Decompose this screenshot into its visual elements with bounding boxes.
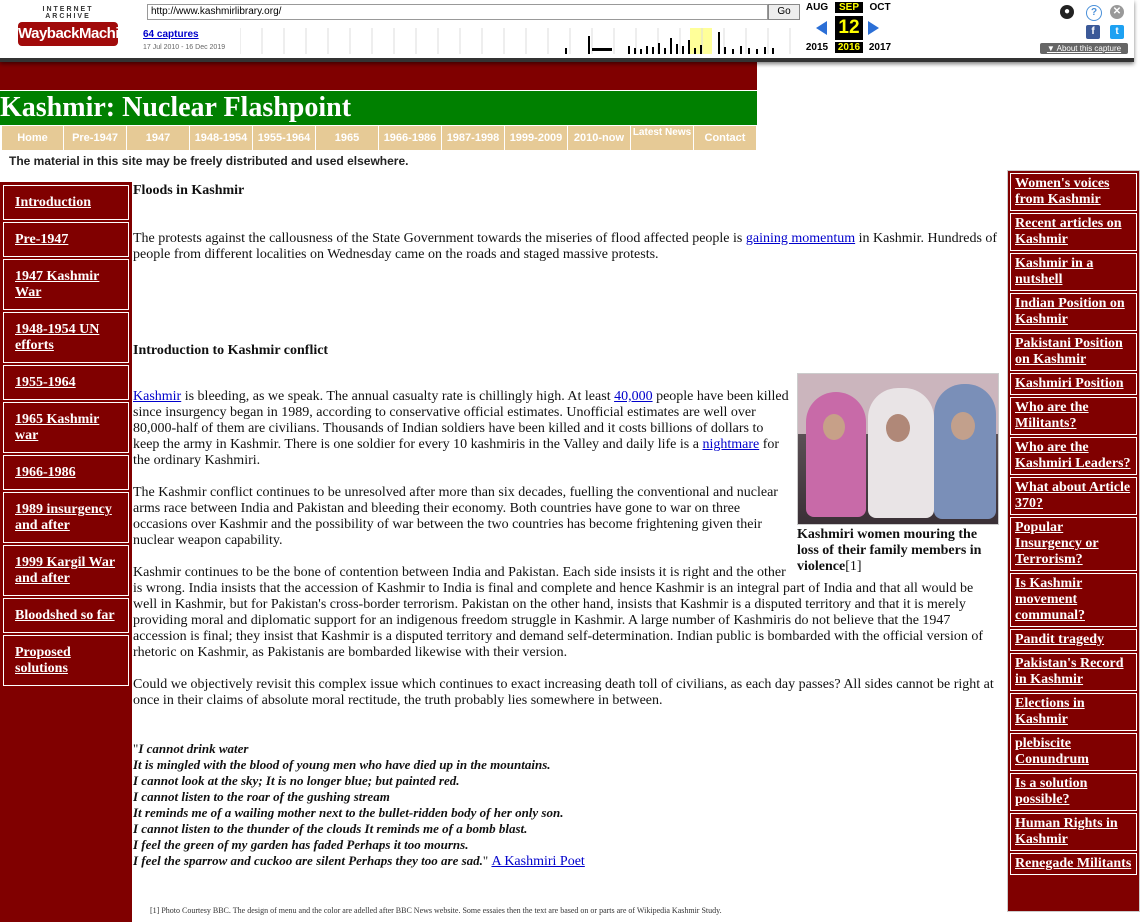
nav-1947[interactable]: 1947: [127, 126, 190, 150]
kashmiri-poet-link[interactable]: A Kashmiri Poet: [491, 854, 585, 869]
wayback-logo-main: WaybackMachine: [18, 22, 118, 46]
site-title: Kashmir: Nuclear Flashpoint: [0, 91, 757, 125]
intro-text-3: for the ordinary Kashmiri.: [133, 437, 780, 468]
top-nav: [2, 126, 757, 150]
poem-line: I feel the green of my garden has faded Perhaps it too mourns.: [133, 837, 469, 852]
right-menu-article-370[interactable]: What about Article 370?: [1010, 477, 1137, 515]
right-menu-pakistan-record[interactable]: Pakistan's Record in Kashmir: [1010, 653, 1137, 691]
left-menu-1955-1964[interactable]: 1955-1964: [3, 365, 129, 400]
nav-1948-1954[interactable]: 1948-1954: [190, 126, 253, 150]
photo-caption: [797, 527, 999, 575]
casualty-count-link[interactable]: 40,000: [614, 389, 653, 404]
nav-1955-1964[interactable]: 1955-1964: [253, 126, 316, 150]
nav-1966-1986[interactable]: 1966-1986: [379, 126, 442, 150]
right-menu-renegade-militants[interactable]: Renegade Militants: [1010, 853, 1137, 875]
right-menu-communal[interactable]: Is Kashmir movement communal?: [1010, 573, 1137, 627]
photo-caption-text: Kashmiri women mouring the loss of their family members in violence: [797, 527, 982, 574]
left-menu-1966-1986[interactable]: 1966-1986: [3, 455, 129, 490]
left-sidebar: [0, 182, 132, 922]
wayback-next-arrow-icon[interactable]: [868, 21, 879, 35]
wayback-twitter-icon[interactable]: t: [1110, 25, 1124, 39]
wayback-month-current: SEP: [835, 2, 863, 13]
left-menu-1948-1954[interactable]: 1948-1954 UN efforts: [3, 312, 129, 363]
wayback-logo[interactable]: [18, 6, 136, 46]
wayback-logo-top: INTERNET ARCHIVE: [42, 6, 94, 20]
nav-latest-news[interactable]: Latest News: [631, 126, 694, 150]
wayback-go-button[interactable]: Go: [768, 4, 800, 20]
wayback-prev-arrow-icon[interactable]: [816, 21, 827, 35]
floods-text-2: in Kashmir. Hundreds of people from different localities on Wednesday came on the roads and staged massive protests.: [133, 231, 998, 262]
photo-footnote: [1] Photo Courtesy BBC. The design of menu and the color are adelled after BBC News website. Some essaies then the text are based on or parts are of Wikipedia Kashmir Study.: [150, 906, 722, 915]
left-menu-1989-insurgency[interactable]: 1989 insurgency and after: [3, 492, 129, 543]
floods-heading: Floods in Kashmir: [133, 183, 245, 198]
wayback-url-input[interactable]: http://www.kashmirlibrary.org/: [147, 4, 768, 20]
right-menu-recent-articles[interactable]: Recent articles on Kashmir: [1010, 213, 1137, 251]
right-menu-plebiscite[interactable]: plebiscite Conundrum: [1010, 733, 1137, 771]
wayback-close-icon[interactable]: ✕: [1110, 5, 1124, 19]
distribution-notice: The material in this site may be freely distributed and used elsewhere.: [9, 154, 409, 168]
poem-line: It reminds me of a wailing mother next to the bullet-ridden body of her only son.: [133, 805, 564, 820]
right-menu-militants[interactable]: Who are the Militants?: [1010, 397, 1137, 435]
right-menu-indian-position[interactable]: Indian Position on Kashmir: [1010, 293, 1137, 331]
nav-home[interactable]: Home: [2, 126, 64, 150]
wayback-day: 12: [835, 16, 863, 40]
wayback-captures-link[interactable]: 64 captures: [143, 29, 199, 40]
wayback-about-capture-button[interactable]: ▼ About this capture: [1040, 43, 1128, 54]
poem: [133, 741, 999, 870]
left-menu-1947-war[interactable]: 1947 Kashmir War: [3, 259, 129, 310]
nav-1999-2009[interactable]: 1999-2009: [505, 126, 568, 150]
wayback-toolbar: [0, 0, 1134, 62]
right-menu-kashmiri-position[interactable]: Kashmiri Position: [1010, 373, 1137, 395]
gaining-momentum-link[interactable]: gaining momentum: [745, 231, 856, 246]
kashmiri-women-photo: [797, 373, 999, 525]
floods-text-1: The protests against the callousness of the State Government towards the miseries of flood affected people is: [133, 231, 746, 246]
wayback-year-prev[interactable]: 2015: [805, 42, 829, 53]
wayback-month-next[interactable]: OCT: [869, 2, 891, 13]
right-menu-pakistani-position[interactable]: Pakistani Position on Kashmir: [1010, 333, 1137, 371]
nav-contact[interactable]: Contact: [694, 126, 757, 150]
wayback-year-current: 2016: [835, 42, 863, 53]
kashmir-link[interactable]: Kashmir: [133, 389, 182, 404]
right-sidebar: [1007, 170, 1140, 912]
right-menu-solution[interactable]: Is a solution possible?: [1010, 773, 1137, 811]
intro-text-2: people have been killed since insurgency began in 1989, according to conservative official estimates. Unofficial estimates are well over 80,000-half of them are civilians. Thousands of Indian soldiers have been killed and it costs billions of dollars to keep the army in Kashmir. There is one soldier for every 10 kashmiris in the Valley and daily life is a: [133, 389, 789, 452]
intro-text-1: is bleeding, as we speak. The annual casualty rate is chillingly high. At least: [181, 389, 615, 404]
left-menu-1999-kargil[interactable]: 1999 Kargil War and after: [3, 545, 129, 596]
right-menu-insurgency-terrorism[interactable]: Popular Insurgency or Terrorism?: [1010, 517, 1137, 571]
left-menu-introduction[interactable]: Introduction: [3, 185, 129, 220]
right-menu-elections[interactable]: Elections in Kashmir: [1010, 693, 1137, 731]
wayback-user-icon[interactable]: ●: [1060, 5, 1074, 19]
left-menu-proposed-solutions[interactable]: Proposed solutions: [3, 635, 129, 686]
nightmare-link[interactable]: nightmare: [702, 437, 760, 452]
photo-ref: [1]: [845, 559, 862, 574]
nav-2010-now[interactable]: 2010-now: [568, 126, 631, 150]
poem-line: I cannot listen to the roar of the gushing stream: [133, 789, 390, 804]
poem-line: I feel the sparrow and cuckoo are silent Perhaps they too are sad." A Kashmiri Poet: [133, 853, 585, 869]
nav-1987-1998[interactable]: 1987-1998: [442, 126, 505, 150]
wayback-month-prev[interactable]: AUG: [805, 2, 829, 13]
nav-1965[interactable]: 1965: [316, 126, 379, 150]
wayback-help-icon[interactable]: ?: [1086, 5, 1102, 21]
about-capture-label: About this capture: [1056, 44, 1122, 53]
poem-line: It is mingled with the blood of young men who have died up in the mountains.: [133, 757, 551, 772]
wayback-sparkline[interactable]: [240, 28, 800, 54]
contention-paragraph: Kashmir continues to be the bone of contention between India and Pakistan. Each side insists it is right and the other is wrong. India insists that the accession of Kashmir to India is final and complete and hence Kashmir is an integral part of India and that all would be well in Kashmir, but for Pakistan's cross-border terrorism. Pakistan on the other hand, insists that Kashmir is a disputed territory and that it is merely providing moral and diplomatic support for an indigenous freedom struggle in Kashmir. A large number of Kashmiris do not believe that the 1947 accession is final; they insist that Kashmir is a disputed territory and demand self-determination. Indian public is bombarded with the official version of rhetoric on Kashmir, as Pakistanis are bombarded likewise with their version.: [133, 565, 984, 660]
wayback-capture-range: 17 Jul 2010 - 16 Dec 2019: [143, 44, 226, 51]
conflict-paragraph: The Kashmir conflict continues to be unresolved after more than six decades, fuelling the conventional and nuclear arms race between India and Pakistan and bleeding their economy. Both countries have gone to war on three occasions over Kashmir and the possibility of war between the two countries has become frightening given their nuclear weapon capability.: [133, 485, 778, 548]
wayback-facebook-icon[interactable]: f: [1086, 25, 1100, 39]
right-menu-leaders[interactable]: Who are the Kashmiri Leaders?: [1010, 437, 1137, 475]
wayback-year-next[interactable]: 2017: [868, 42, 892, 53]
floods-paragraph: [133, 231, 999, 263]
intro-heading: Introduction to Kashmir conflict: [133, 343, 329, 358]
right-menu-womens-voices[interactable]: Women's voices from Kashmir: [1010, 173, 1137, 211]
nav-pre-1947[interactable]: Pre-1947: [64, 126, 127, 150]
left-menu-1965-war[interactable]: 1965 Kashmir war: [3, 402, 129, 453]
site-top-bar: [0, 62, 757, 90]
right-menu-nutshell[interactable]: Kashmir in a nutshell: [1010, 253, 1137, 291]
poem-line: "I cannot drink water: [133, 741, 249, 756]
poem-line: I cannot look at the sky; It is no longer blue; but painted red.: [133, 773, 460, 788]
main-content: [133, 183, 999, 870]
right-menu-human-rights[interactable]: Human Rights in Kashmir: [1010, 813, 1137, 851]
revisit-paragraph: Could we objectively revisit this complex issue which continues to exact increasing death toll of civilians, as each day passes? All sides cannot be right at once in their claims of absolute moral rectitude, the truth probably lies somewhere in between.: [133, 677, 994, 708]
left-menu-bloodshed[interactable]: Bloodshed so far: [3, 598, 129, 633]
poem-line: I cannot listen to the thunder of the clouds It reminds me of a bomb blast.: [133, 821, 528, 836]
left-menu-pre-1947[interactable]: Pre-1947: [3, 222, 129, 257]
photo-figure: [797, 373, 999, 575]
right-menu-pandit-tragedy[interactable]: Pandit tragedy: [1010, 629, 1137, 651]
